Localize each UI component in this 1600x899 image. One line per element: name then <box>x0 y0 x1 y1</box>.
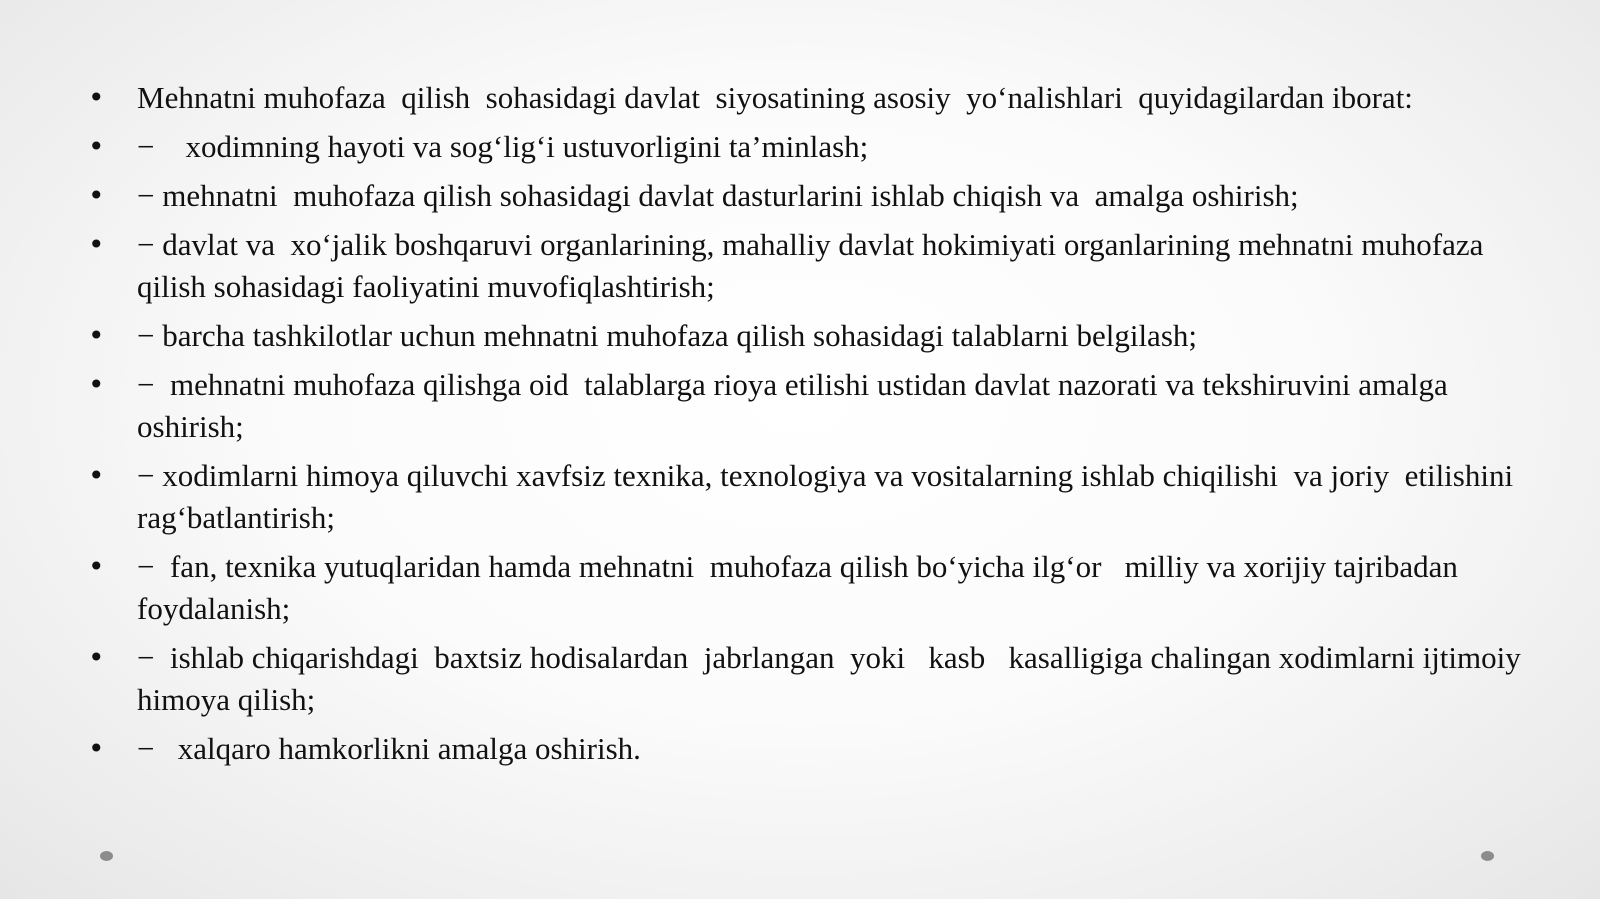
list-item-text: − fan, texnika yutuqlaridan hamda mehnatni muhofaza qilish bo‘yicha ilg‘or milliy va xorijiy tajribadan foydalanish; <box>137 549 1466 626</box>
slide-body <box>88 77 1528 777</box>
bullet-icon: • <box>88 319 105 352</box>
list-item <box>88 364 1528 448</box>
list-item-text: − xodimning hayoti va sog‘lig‘i ustuvorligini ta’minlash; <box>137 129 869 164</box>
list-item-text: Mehnatni muhofaza qilish sohasidagi davlat siyosatining asosiy yo‘nalishlari quyidagilardan iborat: <box>137 80 1413 115</box>
bullet-icon: • <box>88 550 105 583</box>
list-item <box>88 224 1528 308</box>
list-item-text: − xalqaro hamkorlikni amalga oshirish. <box>137 731 641 766</box>
list-item-text: − mehnatni muhofaza qilish sohasidagi davlat dasturlarini ishlab chiqish va amalga oshirish; <box>137 178 1299 213</box>
list-item <box>88 315 1528 357</box>
bullet-list <box>88 77 1528 770</box>
list-item <box>88 637 1528 721</box>
list-item-text: − xodimlarni himoya qiluvchi xavfsiz texnika, texnologiya va vositalarning ishlab chiqilishi va joriy etilishini rag‘batlantirish; <box>137 458 1521 535</box>
bullet-icon: • <box>88 641 105 674</box>
bullet-icon: • <box>88 368 105 401</box>
footer-dot-right-icon <box>1481 851 1494 861</box>
bullet-icon: • <box>88 81 105 114</box>
list-item <box>88 175 1528 217</box>
bullet-icon: • <box>88 459 105 492</box>
list-item <box>88 546 1528 630</box>
bullet-icon: • <box>88 732 105 765</box>
list-item <box>88 126 1528 168</box>
bullet-icon: • <box>88 130 105 163</box>
list-item-text: − mehnatni muhofaza qilishga oid talablarga rioya etilishi ustidan davlat nazorati va tekshiruvini amalga oshirish; <box>137 367 1456 444</box>
list-item-text: − ishlab chiqarishdagi baxtsiz hodisalardan jabrlangan yoki kasb kasalligiga chalingan xodimlarni ijtimoiy himoya qilish; <box>137 640 1529 717</box>
list-item <box>88 77 1528 119</box>
list-item-text: − barcha tashkilotlar uchun mehnatni muhofaza qilish sohasidagi talablarni belgilash; <box>137 318 1197 353</box>
footer-dot-left-icon <box>100 851 113 861</box>
list-item-text: − davlat va xo‘jalik boshqaruvi organlarining, mahalliy davlat hokimiyati organlarining mehnatni muhofaza qilish sohasidagi faoliyatini muvofiqlashtirish; <box>137 227 1492 304</box>
bullet-icon: • <box>88 179 105 212</box>
list-item <box>88 455 1528 539</box>
bullet-icon: • <box>88 228 105 261</box>
list-item <box>88 728 1528 770</box>
